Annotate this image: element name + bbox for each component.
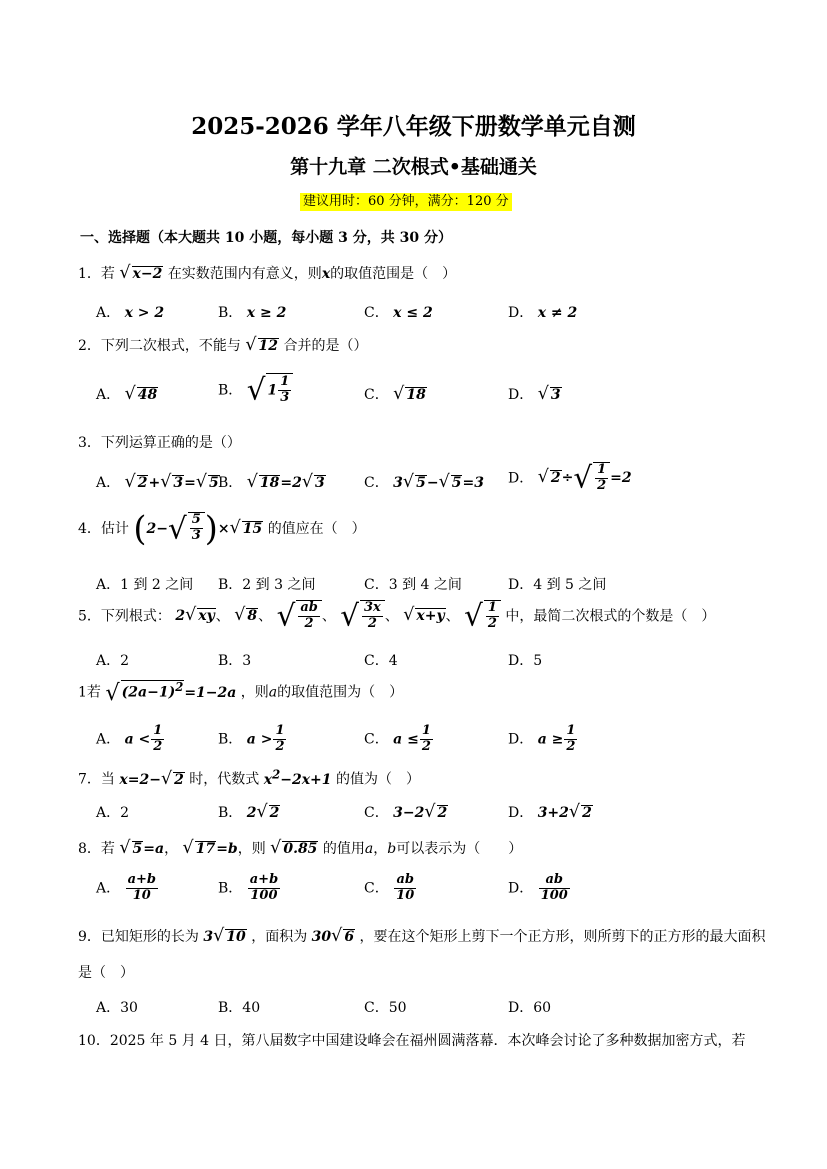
q9-option-d: D．60 xyxy=(508,1000,552,1016)
question-8-stem: 8．若 √ 5=a， √ 17=b，则 √ 0.85 的值用a，b可以表示为（ ） xyxy=(78,838,523,858)
q9-option-c: C．50 xyxy=(364,1000,407,1016)
q5-option-a: A．2 xyxy=(96,653,130,669)
q3-option-d: D． √ 2÷√ $\frac{1}{2}$ =2 xyxy=(508,460,632,495)
question-4-stem: 4．估计 (2−√ $\frac{5}{3}$ )×√ 15 的值应在（ ） xyxy=(78,509,366,548)
q2-option-a: A． √ 48 xyxy=(96,384,158,404)
section-heading: 一、选择题（本大题共 10 小题，每小题 3 分，共 30 分） xyxy=(80,230,452,246)
q3-option-b: B． √ 18=2√ 3 xyxy=(218,472,325,492)
q3-option-a: A． √ 2+√ 3=√ 5 xyxy=(96,472,219,492)
question-6-stem: 1若 √ $(2a-1)^2=1-2a$ ，则a的取值范围为（ ） xyxy=(78,679,404,706)
q4-option-c: C．3 到 4 之间 xyxy=(364,577,462,593)
question-7-stem: 7．当 x=2−√ 2 时，代数式 $x^2-2x+1$ 的值为（ ） xyxy=(78,767,420,789)
q9-option-b: B．40 xyxy=(218,1000,261,1016)
question-1-stem: 1．若 √ x−2 在实数范围内有意义，则x的取值范围是（ ） xyxy=(78,263,457,283)
question-10-stem: 10．2025 年 5 月 4 日，第八届数字中国建设峰会在福州圆满落幕．本次峰会讨论了多种数据加密方式，若 xyxy=(78,1033,746,1049)
q1-option-b: B． x ≥ 2 xyxy=(218,305,287,321)
q9-option-a: A．30 xyxy=(96,1000,138,1016)
q1-option-c: C． x ≤ 2 xyxy=(364,305,433,321)
question-9-stem: 9．已知矩形的长为 3√ 10 ，面积为 30√ 6 ，要在这个矩形上剪下一个正方形，则所剪下的正方形的最大面积 xyxy=(78,926,766,946)
q7-option-b: B． 2√ 2 xyxy=(218,802,280,822)
time-note: 建议用时：60 分钟，满分：120 分 xyxy=(300,193,512,211)
q2-option-d: D． √ 3 xyxy=(508,384,561,404)
q5-option-c: C．4 xyxy=(364,653,398,669)
q8-option-d: D． $\frac{ab}{100}$ xyxy=(508,872,568,903)
q8-option-a: A． $\frac{a+b}{10}$ xyxy=(96,872,156,903)
question-5-stem: 5．下列根式： 2√ xy、 √ 8、 √ $\frac{ab}{2}$ 、 √ $\frac{3x}{2}$ 、 √ x+y、 √ $\frac{1}{2}$ 中，最简二次根式的个数是（ ） xyxy=(78,598,716,633)
q5-option-b: B．3 xyxy=(218,653,252,669)
q6-option-a: A． a < $\frac{1}{2}$ xyxy=(96,723,163,754)
q8-option-b: B． $\frac{a+b}{100}$ xyxy=(218,872,279,903)
q8-option-c: C． $\frac{ab}{10}$ xyxy=(364,872,415,903)
q4-option-b: B．2 到 3 之间 xyxy=(218,577,316,593)
q6-option-b: B． a > $\frac{1}{2}$ xyxy=(218,723,285,754)
q7-option-c: C． 3−2√ 2 xyxy=(364,802,448,822)
chapter-subtitle: 第十九章 二次根式•基础通关 xyxy=(290,156,537,178)
page-title: 2025-2026 学年八年级下册数学单元自测 xyxy=(191,113,636,140)
q4-option-a: A．1 到 2 之间 xyxy=(96,577,194,593)
question-9-stem-line2: 是（ ） xyxy=(78,965,134,981)
q2-option-c: C． √ 18 xyxy=(364,384,426,404)
q3-option-c: C． 3√ 5−√ 5=3 xyxy=(364,472,484,492)
q2-option-b: B． √ 1 $\frac{1}{3}$ xyxy=(218,373,293,406)
question-2-stem: 2．下列二次根式，不能与 √ 12 合并的是（） xyxy=(78,335,368,355)
q1-option-a: A． x > 2 xyxy=(96,305,165,321)
q7-option-a: A．2 xyxy=(96,805,130,821)
q6-option-d: D． a ≥ $\frac{1}{2}$ xyxy=(508,723,576,754)
question-3-stem: 3．下列运算正确的是（） xyxy=(78,435,241,451)
q7-option-d: D． 3+2√ 2 xyxy=(508,802,592,822)
q6-option-c: C． a ≤ $\frac{1}{2}$ xyxy=(364,723,431,754)
q4-option-d: D．4 到 5 之间 xyxy=(508,577,607,593)
q1-option-d: D． x ≠ 2 xyxy=(508,305,578,321)
q5-option-d: D．5 xyxy=(508,653,543,669)
